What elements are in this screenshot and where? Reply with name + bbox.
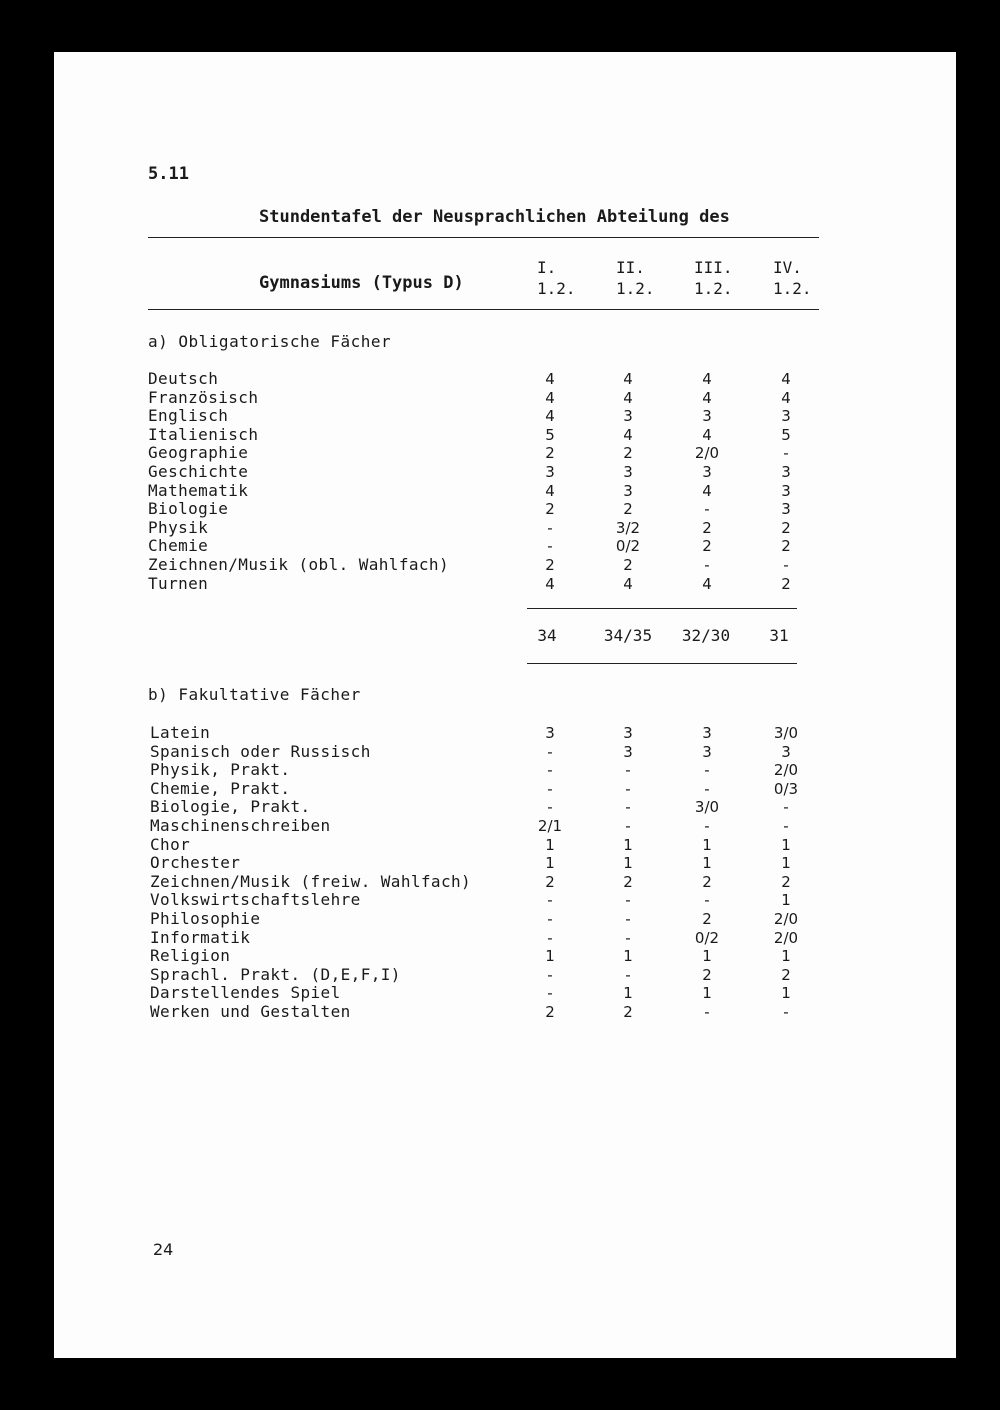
- subtotal-bottom-rule: [527, 663, 797, 664]
- hours-cell: -: [625, 761, 631, 780]
- subject-label: Philosophie: [150, 909, 261, 928]
- header-top-rule: [148, 237, 819, 238]
- subtotal-top-rule: [527, 608, 797, 609]
- hours-cell: 4: [781, 388, 791, 407]
- hours-cell: 4: [623, 370, 633, 388]
- hours-cell: -: [547, 891, 553, 910]
- subject-label: Religion: [150, 946, 231, 966]
- subject-label: Biologie: [148, 499, 229, 519]
- hours-cell: 2: [623, 1003, 633, 1021]
- hours-cell: -: [625, 798, 631, 817]
- hours-cell: -: [625, 928, 631, 947]
- table-row: [150, 929, 850, 947]
- hours-cell: 1: [781, 891, 791, 910]
- hours-cell: -: [547, 965, 553, 984]
- hours-cell: 1: [702, 984, 712, 1003]
- hours-cell: -: [783, 556, 789, 574]
- subject-label: Italienisch: [148, 424, 259, 444]
- hours-cell: 1: [702, 947, 712, 966]
- subject-label: Chemie: [148, 536, 209, 556]
- hours-cell: 3/0: [694, 798, 720, 817]
- hours-cell: 3/2: [615, 518, 641, 537]
- table-row: [150, 873, 850, 891]
- subject-label: Mathematik: [148, 480, 249, 500]
- section-title: [259, 162, 730, 338]
- hours-cell: 2: [623, 444, 633, 463]
- subject-label: Zeichnen/Musik (freiw. Wahlfach): [150, 871, 472, 891]
- hours-cell: 4: [545, 370, 555, 388]
- column-header-1-year: I.: [537, 258, 557, 277]
- table-row: [150, 798, 850, 816]
- hours-cell: 3: [702, 742, 712, 761]
- total-value: 34: [537, 626, 557, 645]
- hours-cell: 1: [623, 835, 633, 854]
- hours-cell: 2: [623, 556, 633, 574]
- hours-cell: -: [547, 779, 553, 798]
- hours-cell: 1: [545, 835, 555, 854]
- hours-cell: 3: [545, 463, 555, 481]
- page-number: 24: [153, 1240, 174, 1259]
- table-row: [150, 891, 850, 909]
- hours-cell: 4: [702, 425, 712, 444]
- table-row: [148, 389, 848, 407]
- table-row: [148, 500, 848, 518]
- hours-cell: -: [547, 984, 553, 1003]
- hours-cell: 4: [545, 481, 555, 500]
- hours-cell: 4: [702, 574, 712, 593]
- hours-cell: -: [783, 798, 789, 817]
- hours-cell: 2: [781, 872, 791, 891]
- header-bottom-rule: [148, 309, 819, 310]
- hours-cell: 2: [545, 556, 555, 574]
- table-row: [148, 370, 848, 388]
- hours-cell: 3: [623, 481, 633, 500]
- hours-cell: 4: [781, 370, 791, 388]
- hours-cell: -: [547, 742, 553, 761]
- subject-label: Volkswirtschaftslehre: [150, 890, 361, 910]
- hours-cell: 3: [781, 481, 791, 500]
- subject-label: Geographie: [148, 443, 249, 463]
- hours-cell: 4: [545, 574, 555, 593]
- hours-cell: -: [783, 1003, 789, 1021]
- subject-label: Biologie, Prakt.: [150, 797, 311, 817]
- subject-label: Turnen: [148, 573, 209, 593]
- table-row: [148, 575, 848, 593]
- hours-cell: 4: [702, 388, 712, 407]
- hours-cell: 5: [545, 425, 555, 444]
- hours-cell: 2: [623, 872, 633, 891]
- hours-cell: 2: [781, 574, 791, 593]
- hours-cell: 1: [545, 854, 555, 873]
- hours-cell: 1: [623, 854, 633, 873]
- subject-label: Latein: [150, 723, 211, 742]
- hours-cell: -: [547, 518, 553, 537]
- hours-cell: 1: [623, 984, 633, 1003]
- hours-cell: 2: [702, 872, 712, 891]
- subject-label: Physik, Prakt.: [150, 760, 291, 780]
- subject-label: Informatik: [150, 927, 251, 947]
- hours-cell: 3: [781, 463, 791, 481]
- hours-cell: 2: [781, 518, 791, 537]
- hours-cell: 1: [623, 947, 633, 966]
- table-row: [150, 984, 850, 1002]
- subject-label: Spanisch oder Russisch: [150, 741, 371, 761]
- hours-cell: 2: [702, 910, 712, 928]
- table-row: [148, 444, 848, 462]
- hours-cell: -: [704, 1003, 710, 1021]
- table-row: [148, 426, 848, 444]
- hours-cell: 3/0: [773, 724, 799, 742]
- table-row: [148, 407, 848, 425]
- column-header-2-year: II.: [616, 258, 645, 277]
- subject-label: Englisch: [148, 406, 229, 426]
- subject-label: Zeichnen/Musik (obl. Wahlfach): [148, 555, 449, 574]
- hours-cell: 3: [623, 463, 633, 481]
- column-header-2-term: 1.2.: [616, 279, 655, 298]
- hours-cell: 4: [545, 388, 555, 407]
- hours-cell: 1: [702, 835, 712, 854]
- table-row: [150, 966, 850, 984]
- subject-label: Physik: [148, 517, 209, 537]
- hours-cell: -: [625, 817, 631, 835]
- hours-cell: 4: [702, 370, 712, 388]
- hours-cell: 2: [702, 537, 712, 556]
- hours-cell: 2: [702, 965, 712, 984]
- hours-cell: -: [704, 779, 710, 798]
- table-row: [150, 836, 850, 854]
- hours-cell: 3: [623, 742, 633, 761]
- subject-label: Werken und Gestalten: [150, 1002, 351, 1021]
- hours-cell: 3: [702, 463, 712, 481]
- table-row: [150, 780, 850, 798]
- hours-cell: 1: [781, 854, 791, 873]
- table-row: [150, 854, 850, 872]
- subject-label: Chemie, Prakt.: [150, 778, 291, 798]
- hours-cell: 2/0: [773, 761, 799, 780]
- hours-cell: 3: [702, 407, 712, 426]
- subject-label: Geschichte: [148, 462, 249, 481]
- hours-cell: -: [547, 910, 553, 928]
- hours-cell: -: [625, 779, 631, 798]
- hours-cell: 4: [623, 574, 633, 593]
- hours-cell: 0/3: [773, 779, 799, 798]
- table-row: [150, 724, 850, 742]
- section-number: 5.11: [148, 164, 189, 184]
- table-row: [150, 1003, 850, 1021]
- subject-label: Französisch: [148, 387, 259, 407]
- hours-cell: -: [783, 444, 789, 463]
- hours-cell: 5: [781, 425, 791, 444]
- table-row: [150, 761, 850, 779]
- hours-cell: 4: [545, 407, 555, 426]
- hours-cell: 2: [545, 1003, 555, 1021]
- hours-cell: -: [783, 817, 789, 835]
- table-row: [148, 463, 848, 481]
- hours-cell: 1: [781, 947, 791, 966]
- table-row: [150, 947, 850, 965]
- hours-cell: 2/0: [773, 910, 799, 928]
- hours-cell: 2/1: [537, 817, 563, 835]
- column-header-1: [537, 257, 576, 299]
- column-header-4-year: IV.: [773, 258, 802, 277]
- hours-cell: 3: [623, 407, 633, 426]
- hours-cell: 2: [545, 500, 555, 519]
- hours-cell: 2: [545, 444, 555, 463]
- total-value: 32/30: [681, 626, 731, 645]
- hours-cell: 1: [781, 835, 791, 854]
- hours-cell: 1: [781, 984, 791, 1003]
- obligatory-heading: a) Obligatorische Fächer: [148, 332, 392, 351]
- hours-cell: 0/2: [694, 928, 720, 947]
- hours-cell: -: [625, 910, 631, 928]
- table-row: [148, 537, 848, 555]
- table-row: [148, 556, 848, 574]
- subject-label: Darstellendes Spiel: [150, 983, 341, 1003]
- table-row: [150, 743, 850, 761]
- hours-cell: 0/2: [615, 537, 641, 556]
- column-header-3: [694, 257, 733, 299]
- column-header-1-term: 1.2.: [537, 279, 576, 298]
- hours-cell: 1: [545, 947, 555, 966]
- hours-cell: 2: [623, 500, 633, 519]
- section-title-line-1: Stundentafel der Neusprachlichen Abteilung des: [259, 207, 730, 227]
- hours-cell: 3: [781, 742, 791, 761]
- subject-label: Orchester: [150, 853, 241, 873]
- hours-cell: 2: [545, 872, 555, 891]
- hours-cell: 2/0: [773, 928, 799, 947]
- table-row: [148, 519, 848, 537]
- hours-cell: -: [547, 761, 553, 780]
- column-header-3-year: III.: [694, 258, 733, 277]
- subject-label: Deutsch: [148, 369, 219, 388]
- hours-cell: 2: [702, 518, 712, 537]
- total-value: 31: [769, 626, 789, 645]
- hours-cell: 3: [545, 724, 555, 742]
- hours-cell: -: [547, 798, 553, 817]
- subject-label: Maschinenschreiben: [150, 816, 331, 835]
- hours-cell: 4: [623, 388, 633, 407]
- hours-cell: -: [625, 965, 631, 984]
- hours-cell: -: [704, 556, 710, 574]
- total-value: 34/35: [603, 626, 653, 645]
- column-header-4: [773, 257, 812, 299]
- subject-label: Sprachl. Prakt. (D,E,F,I): [150, 964, 401, 984]
- hours-cell: 3: [781, 500, 791, 519]
- hours-cell: -: [704, 891, 710, 910]
- optional-heading: b) Fakultative Fächer: [148, 685, 361, 704]
- hours-cell: -: [547, 537, 553, 556]
- table-row: [150, 817, 850, 835]
- hours-cell: -: [704, 761, 710, 780]
- hours-cell: -: [704, 817, 710, 835]
- document-page: [54, 52, 956, 1358]
- column-header-4-term: 1.2.: [773, 279, 812, 298]
- hours-cell: 3: [702, 724, 712, 742]
- hours-cell: 3: [781, 407, 791, 426]
- hours-cell: 3: [623, 724, 633, 742]
- hours-cell: 2: [781, 965, 791, 984]
- hours-cell: 2/0: [694, 444, 720, 463]
- hours-cell: 4: [702, 481, 712, 500]
- subject-label: Chor: [150, 834, 191, 854]
- hours-cell: 2: [781, 537, 791, 556]
- section-title-line-2: Gymnasiums (Typus D): [259, 273, 464, 293]
- table-row: [148, 482, 848, 500]
- hours-cell: -: [625, 891, 631, 910]
- hours-cell: -: [547, 928, 553, 947]
- column-header-3-term: 1.2.: [694, 279, 733, 298]
- column-header-2: [616, 257, 655, 299]
- hours-cell: 4: [623, 425, 633, 444]
- hours-cell: 1: [702, 854, 712, 873]
- hours-cell: -: [704, 500, 710, 519]
- table-row: [150, 910, 850, 928]
